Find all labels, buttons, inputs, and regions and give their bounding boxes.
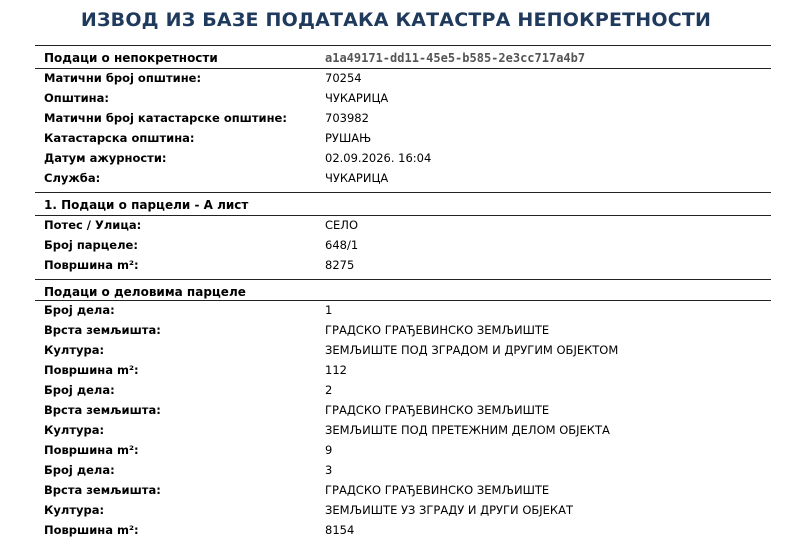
field-row xyxy=(44,301,764,321)
field-row xyxy=(44,216,764,236)
field-value: 2 xyxy=(325,383,333,397)
field-label: Матични број општине: xyxy=(44,71,202,85)
field-value: 8154 xyxy=(325,523,355,537)
field-label: Потес / Улица: xyxy=(44,218,142,232)
field-value: ГРАДСКО ГРАЂЕВИНСКО ЗЕМЉИШТЕ xyxy=(325,483,550,497)
field-value: 648/1 xyxy=(325,238,359,252)
field-label: Општина: xyxy=(44,91,109,105)
field-row xyxy=(44,109,764,129)
field-label: Култура: xyxy=(44,343,105,357)
field-row xyxy=(44,361,764,381)
field-label: Број парцеле: xyxy=(44,238,138,252)
field-label: Врста земљишта: xyxy=(44,483,161,497)
field-row xyxy=(44,89,764,109)
field-row xyxy=(44,341,764,361)
field-row xyxy=(44,321,764,341)
field-label: Број дела: xyxy=(44,463,115,477)
field-value: ЧУКАРИЦА xyxy=(325,91,389,105)
field-value: ГРАДСКО ГРАЂЕВИНСКО ЗЕМЉИШТЕ xyxy=(325,323,550,337)
property-section-title: Подаци о непокретности xyxy=(44,51,218,65)
field-row xyxy=(44,149,764,169)
field-value: РУШАЊ xyxy=(325,131,372,145)
field-label: Култура: xyxy=(44,423,105,437)
section-divider xyxy=(35,192,771,193)
field-row xyxy=(44,441,764,461)
field-row xyxy=(44,129,764,149)
field-label: Површина m²: xyxy=(44,523,139,537)
field-value: 9 xyxy=(325,443,333,457)
section-divider xyxy=(35,45,771,46)
field-row xyxy=(44,501,764,521)
field-label: Датум ажурности: xyxy=(44,151,167,165)
field-row xyxy=(44,481,764,501)
field-row xyxy=(44,401,764,421)
field-label: Служба: xyxy=(44,171,101,185)
field-label: Матични број катастарске општине: xyxy=(44,111,287,125)
field-row xyxy=(44,421,764,441)
field-row xyxy=(44,69,764,89)
field-label: Култура: xyxy=(44,503,105,517)
section-divider xyxy=(35,279,771,280)
field-row xyxy=(44,169,764,189)
parcel-header-row xyxy=(44,195,764,215)
field-row xyxy=(44,256,764,276)
field-value: 112 xyxy=(325,363,347,377)
field-value: ЧУКАРИЦА xyxy=(325,171,389,185)
field-value: 02.09.2026. 16:04 xyxy=(325,151,432,165)
field-label: Катастарска општина: xyxy=(44,131,195,145)
field-row xyxy=(44,381,764,401)
field-label: Површина m²: xyxy=(44,258,139,272)
field-label: Број дела: xyxy=(44,383,115,397)
field-row xyxy=(44,521,764,541)
field-row xyxy=(44,461,764,481)
parts-header-row xyxy=(44,282,764,302)
property-id[interactable]: a1a49171-dd11-45e5-b585-2e3cc717a4b7 xyxy=(325,51,586,65)
field-row xyxy=(44,236,764,256)
field-value: 1 xyxy=(325,303,333,317)
field-label: Врста земљишта: xyxy=(44,323,161,337)
field-value: 8275 xyxy=(325,258,355,272)
page-title: ИЗВОД ИЗ БАЗЕ ПОДАТАКА КАТАСТРА НЕПОКРЕТНОСТИ xyxy=(80,9,712,31)
field-value: 70254 xyxy=(325,71,362,85)
field-value: 3 xyxy=(325,463,333,477)
field-value: ЗЕМЉИШТЕ ПОД ЗГРАДОМ И ДРУГИМ ОБЈЕКТОМ xyxy=(325,343,619,357)
parts-section-title: Подаци о деловима парцеле xyxy=(44,285,246,299)
field-value: ГРАДСКО ГРАЂЕВИНСКО ЗЕМЉИШТЕ xyxy=(325,403,550,417)
field-value: 703982 xyxy=(325,111,369,125)
parcel-section-title: 1. Подаци о парцели - А лист xyxy=(44,198,249,212)
field-label: Врста земљишта: xyxy=(44,403,161,417)
property-header-row xyxy=(44,48,764,68)
field-value: ЗЕМЉИШТЕ УЗ ЗГРАДУ И ДРУГИ ОБЈЕКАТ xyxy=(325,503,573,517)
field-label: Површина m²: xyxy=(44,363,139,377)
field-label: Број дела: xyxy=(44,303,115,317)
field-label: Површина m²: xyxy=(44,443,139,457)
field-value: ЗЕМЉИШТЕ ПОД ПРЕТЕЖНИМ ДЕЛОМ ОБЈЕКТА xyxy=(325,423,610,437)
field-value: СЕЛО xyxy=(325,218,358,232)
